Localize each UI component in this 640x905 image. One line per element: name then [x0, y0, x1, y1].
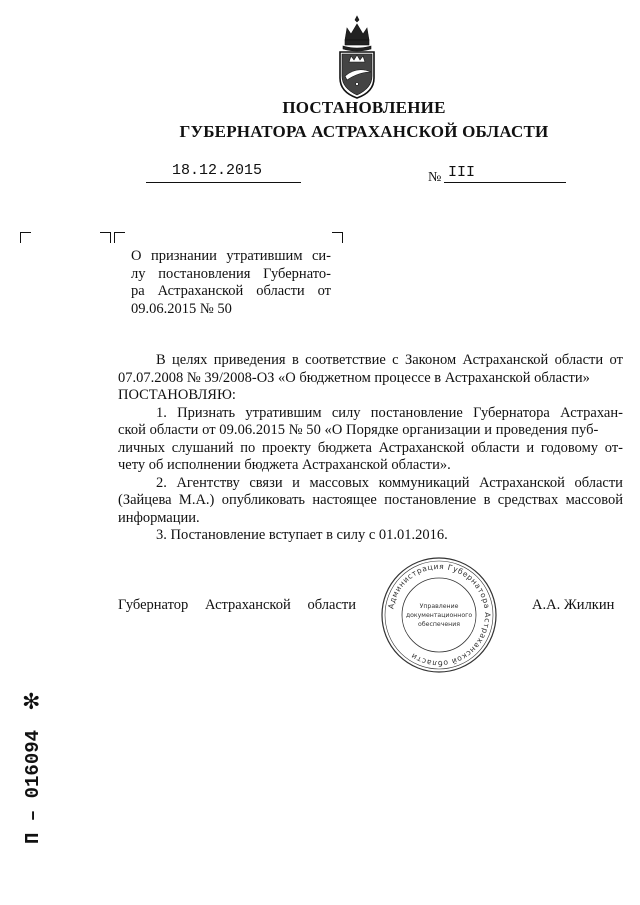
coat-of-arms-emblem [331, 14, 383, 100]
subject-line: О признании утратившим си- [131, 248, 331, 264]
number-underline [444, 182, 566, 183]
svg-text:Управление: Управление [419, 603, 459, 610]
item-3: 3. Постановление вступает в силу с 01.01.2016. [156, 527, 448, 543]
item-1-line: 1. Признать утратившим силу постановление Губернатора Астрахан- [156, 404, 623, 421]
item-2-line: 2. Агентству связи и массовых коммуникаций Астраханской области [156, 474, 623, 491]
preamble-line: В целях приведения в соответствие с Законом Астраханской области от [156, 352, 623, 368]
registration-number: П – 016094 [22, 729, 44, 844]
signatory-name: А.А. Жилкин [532, 597, 615, 613]
item-2-line: информации. [118, 509, 200, 526]
item-1-line: личных слушаний по проекту бюджета Астраханской области и годовому от- [118, 439, 623, 456]
document-type-title: ПОСТАНОВЛЕНИЕ [282, 98, 446, 117]
corner-mark [114, 232, 125, 243]
registration-mark-icon: ✻ [22, 690, 41, 715]
item-2-line: (Зайцева М.А.) опубликовать настоящее постановление в средствах массовой [118, 492, 623, 508]
corner-mark [100, 232, 111, 243]
decree-body [118, 352, 623, 545]
svg-text:обеспечения: обеспечения [418, 621, 460, 628]
preamble-line: 07.07.2008 № 39/2008-ОЗ «О бюджетном процессе в Астраханской области» [118, 369, 590, 386]
decree-subject [131, 248, 331, 318]
corner-mark [20, 232, 31, 243]
item-1-line: чету об исполнении бюджета Астраханской области». [118, 457, 451, 473]
subject-line: лу постановления Губернато- [131, 265, 331, 282]
date-underline [146, 182, 301, 183]
number-sign: № [428, 170, 442, 185]
subject-line: 09.06.2015 № 50 [131, 300, 232, 317]
subject-line: ра Астраханской области от [131, 283, 331, 299]
svg-text:Администрация Губернатора Астр: Администрация Губернатора Астраханской области [386, 561, 493, 669]
signatory-position: Губернатор Астраханской области [118, 597, 356, 613]
registration-number-block [16, 700, 52, 844]
svg-text:документационного: документационного [405, 612, 473, 619]
issuer-title: ГУБЕРНАТОРА АСТРАХАНСКОЙ ОБЛАСТИ [179, 122, 549, 141]
decree-number: III [448, 164, 476, 181]
corner-mark [332, 232, 343, 243]
item-1-line: ской области от 09.06.2015 № 50 «О Порядке организации и проведения пуб- [118, 422, 599, 438]
decree-word: ПОСТАНОВЛЯЮ: [118, 387, 236, 403]
decree-date: 18.12.2015 [172, 162, 263, 179]
official-seal-stamp [379, 555, 499, 675]
